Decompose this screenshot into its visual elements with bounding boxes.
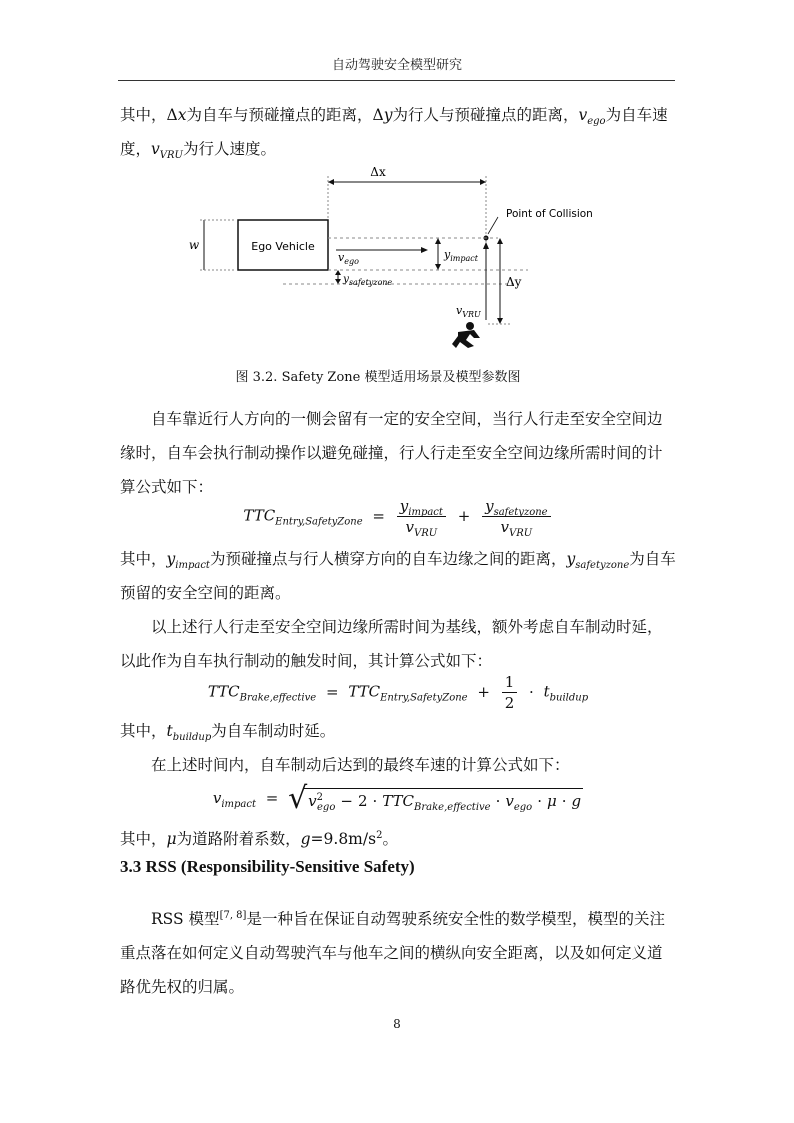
dx-label: Δx (370, 165, 386, 179)
paragraph-rss-intro: RSS 模型[7, 8]是一种旨在保证自动驾驶系统安全性的数学模型，模型的关注重点落在如何定义自动驾驶汽车与他车之间的横纵向安全距离，以及如何定义道路优先权的归属。 (120, 909, 665, 996)
section-title: 3.3 RSS (Responsibility-Sensitive Safety) (120, 857, 415, 876)
point-of-collision-label: Point of Collision (506, 208, 593, 220)
equation-v-impact: $v_{impact}$ = √ $v^2_{ego} - 2 \cdot TTC_{Brake,effective} \cdot v_{ego} \cdot \mu \cdot g$ (212, 781, 582, 816)
page-number: 8 (393, 1017, 401, 1031)
paragraph-variable-definitions: 其中，Δx为自车与预碰撞点的距离，Δy为行人与预碰撞点的距离，$v_{ego}$为自车速度，$v_{VRU}$为行人速度。 (120, 106, 668, 162)
dy-label: Δy (506, 275, 522, 289)
vvru-label: $v_{VRU}$ (456, 304, 481, 319)
running-header: 自动驾驶安全模型研究 (331, 58, 462, 73)
citation-link[interactable]: [7, 8] (219, 909, 247, 921)
paragraph-tbuildup-definition: 其中，$t_{buildup}$为自车制动时延。 (120, 722, 336, 744)
pedestrian-icon (452, 322, 480, 348)
w-label: w (188, 238, 200, 252)
paragraph-brake-trigger: 以上述行人行走至安全空间边缘所需时间为基线，额外考虑自车制动时延，以此作为自车执行制动的触发时间，其计算公式如下： (120, 618, 663, 670)
vego-label: $v_{ego}$ (338, 251, 359, 266)
paragraph-yimpact-definition: 其中，$y_{impact}$为预碰撞点与行人横穿方向的自车边缘之间的距离，$y_{safetyzone}$为自车预留的安全空间的距离。 (120, 550, 676, 602)
safety-zone-figure (188, 162, 593, 385)
ysafetyzone-label: $y_{safetyzone}$ (343, 273, 393, 287)
ego-vehicle-label: Ego Vehicle (251, 240, 315, 253)
paragraph-final-speed-intro: 在上述时间内，自车制动后达到的最终车速的计算公式如下： (151, 756, 570, 774)
safety-zone-diagram (188, 162, 593, 362)
paragraph-safety-zone-intro: 自车靠近行人方向的一侧会留有一定的安全空间，当行人行走至安全空间边缘时，自车会执行制动操作以避免碰撞，行人行走至安全空间边缘所需时间的计算公式如下： (120, 410, 663, 496)
header-rule (118, 80, 675, 81)
figure-caption: 图 3.2. Safety Zone 模型适用场景及模型参数图 (235, 370, 521, 385)
equation-ttc-brake: $TTC_{Brake,effective} = TTC_{Entry,SafetyZone}$ + $\frac{1}{2}$ · $t_{buildup}$ (207, 673, 589, 712)
yimpact-label: $y_{impact}$ (444, 248, 478, 263)
paragraph-mu-definition: 其中，μ为道路附着系数，$g=9.8m/s^2$。 (120, 829, 398, 848)
equation-ttc-entry: $TTC_{Entry,SafetyZone}$ = $\frac{y_{impact}}{v_{VRU}}$ + $\frac{y_{safetyzone}}{v_{VRU}}$ (120, 496, 676, 537)
